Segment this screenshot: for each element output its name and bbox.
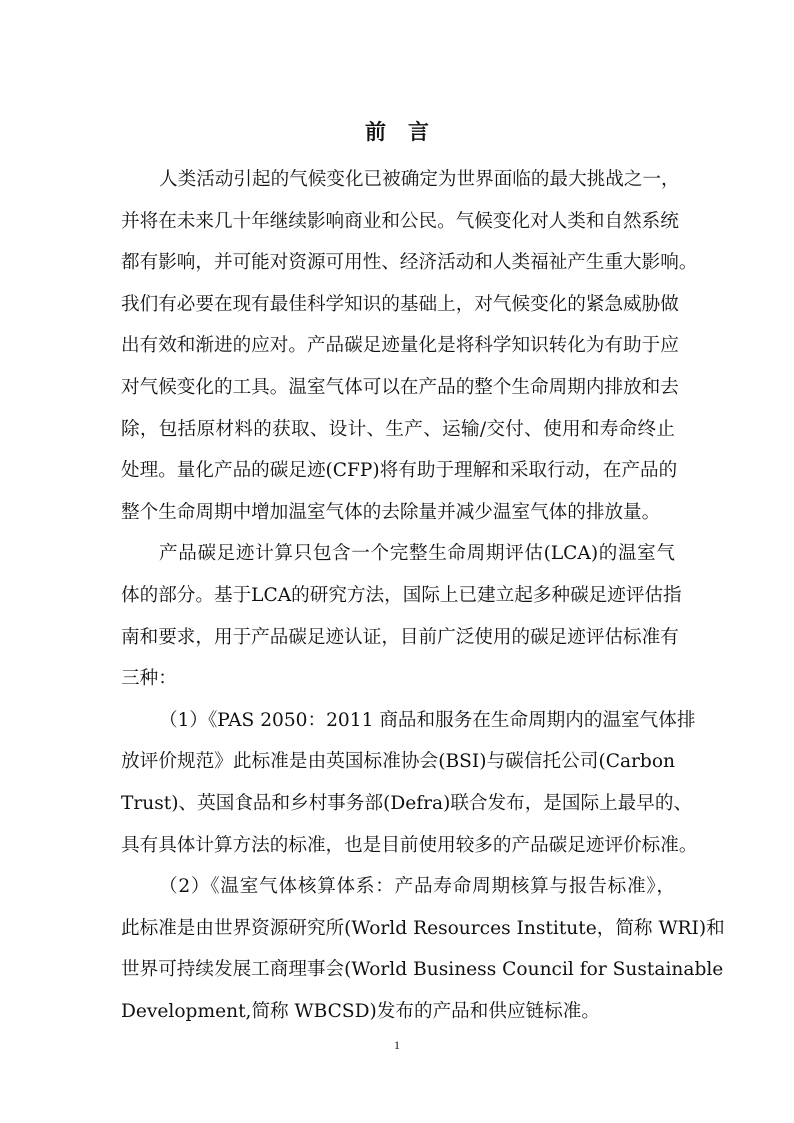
- text-line: 并将在未来几十年继续影响商业和公民。气候变化对人类和自然系统: [121, 210, 679, 232]
- paragraph-intro: [121, 166, 698, 540]
- text-line: 南和要求，用于产品碳足迹认证，目前广泛使用的碳足迹评估标准有: [121, 626, 679, 648]
- text-line: 放评价规范》此标准是由英国标准协会(BSI)与碳信托公司(Carbon: [121, 751, 675, 773]
- text-line: Trust)、英国食品和乡村事务部(Defra)联合发布，是国际上最早的、: [121, 792, 693, 814]
- text-line: 具有具体计算方法的标准，也是目前使用较多的产品碳足迹评价标准。: [121, 834, 698, 856]
- text-line: （2）《温室气体核算体系：产品寿命周期核算与报告标准》，: [159, 876, 675, 898]
- page-title: 前言: [365, 119, 451, 144]
- text-line: Development,简称 WBCSD)发布的产品和供应链标准。: [121, 1000, 600, 1022]
- text-line: 处理。量化产品的碳足迹(CFP)将有助于理解和采取行动，在产品的: [121, 460, 678, 482]
- text-line: 出有效和渐进的应对。产品碳足迹量化是将科学知识转化为有助于应: [121, 335, 679, 357]
- text-line: 此标准是由世界资源研究所(World Resources Institute，简称 WRI)和: [121, 917, 725, 939]
- text-line: （1）《PAS 2050：2011 商品和服务在生命周期内的温室气体排: [159, 709, 696, 731]
- text-line: 我们有必要在现有最佳科学知识的基础上，对气候变化的紧急威胁做: [121, 293, 679, 315]
- text-line: 世界可持续发展工商理事会(World Business Council for Sustainable: [121, 959, 724, 981]
- text-line: 对气候变化的工具。温室气体可以在产品的整个生命周期内排放和去: [121, 376, 679, 398]
- text-line: 人类活动引起的气候变化已被确定为世界面临的最大挑战之一，: [159, 169, 680, 190]
- text-line: 除，包括原材料的获取、设计、生产、运输/交付、使用和寿命终止: [121, 418, 675, 440]
- text-line: 体的部分。基于LCA的研究方法，国际上已建立起多种碳足迹评估指: [121, 584, 682, 606]
- text-line: 三种：: [121, 668, 177, 690]
- text-line: 产品碳足迹计算只包含一个完整生命周期评估(LCA)的温室气: [159, 543, 675, 565]
- paragraph-lca: [121, 540, 682, 706]
- document-body: [121, 166, 725, 1039]
- page-number: 1: [394, 1038, 400, 1052]
- text-line: 都有影响，并可能对资源可用性、经济活动和人类福祉产生重大影响。: [121, 252, 698, 274]
- paragraph-pas2050: [121, 707, 698, 873]
- paragraph-ghg-protocol: [121, 873, 725, 1039]
- text-line: 整个生命周期中增加温室气体的去除量并减少温室气体的排放量。: [121, 501, 661, 523]
